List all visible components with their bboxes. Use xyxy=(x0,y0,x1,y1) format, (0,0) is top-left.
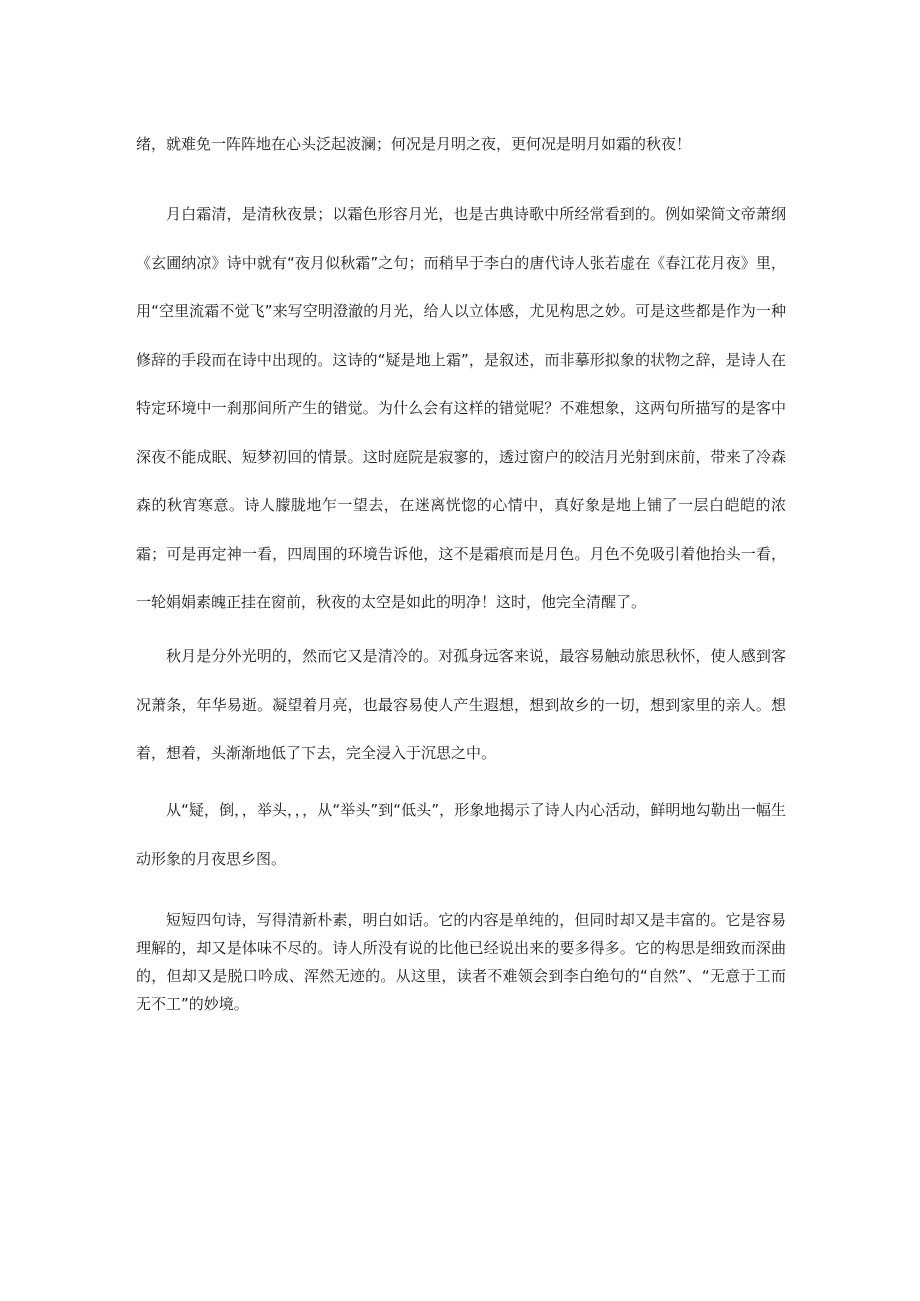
paragraph-4: 从“疑，倒，，举头，，，从“举头”到“低头”，形象地揭示了诗人内心活动，鲜明地勾勒出一幅生动形象的月夜思乡图。 xyxy=(136,801,786,868)
paragraph-5: 短短四句诗，写得清新朴素，明白如话。它的内容是单纯的，但同时却又是丰富的。它是容易理解的，却又是体味不尽的。诗人所没有说的比他已经说出来的要多得多。它的构思是细致而深曲的，但却又是脱口吟成、浑然无迹的。从这里，读者不难领会到李白绝句的“自然”、“无意于工而无不工”的妙境。 xyxy=(136,911,786,1013)
paragraph-3: 秋月是分外光明的，然而它又是清冷的。对孤身远客来说，最容易触动旅思秋怀，使人感到客况萧条，年华易逝。凝望着月亮，也最容易使人产生遐想，想到故乡的一切，想到家里的亲人。想着，想着，头渐渐地低了下去，完全浸入于沉思之中。 xyxy=(136,647,786,762)
paragraph-2: 月白霜清，是清秋夜景；以霜色形容月光，也是古典诗歌中所经常看到的。例如梁简文帝萧纲《玄圃纳凉》诗中就有“夜月似秋霜”之句；而稍早于李白的唐代诗人张若虚在《春江花月夜》里，用“空里流霜不觉飞”来写空明澄澈的月光，给人以立体感，尤见构思之妙。可是这些都是作为一种修辞的手段而在诗中出现的。这诗的“疑是地上霜”，是叙述，而非摹形拟象的状物之辞，是诗人在特定环境中一刹那间所产生的错觉。为什么会有这样的错觉呢？不难想象，这两句所描写的是客中深夜不能成眠、短梦初回的情景。这时庭院是寂寥的，透过窗户的皎洁月光射到床前，带来了冷森森的秋宵寒意。诗人朦胧地乍一望去，在迷离恍惚的心情中，真好象是地上铺了一层白皑皑的浓霜；可是再定神一看，四周围的环境告诉他，这不是霜痕而是月色。月色不免吸引着他抬头一看，一轮娟娟素魄正挂在窗前，秋夜的太空是如此的明净！这时，他完全清醒了。 xyxy=(136,205,786,611)
paragraph-1: 绪，就难免一阵阵地在心头泛起波澜；何况是月明之夜，更何况是明月如霜的秋夜！ xyxy=(136,135,692,153)
